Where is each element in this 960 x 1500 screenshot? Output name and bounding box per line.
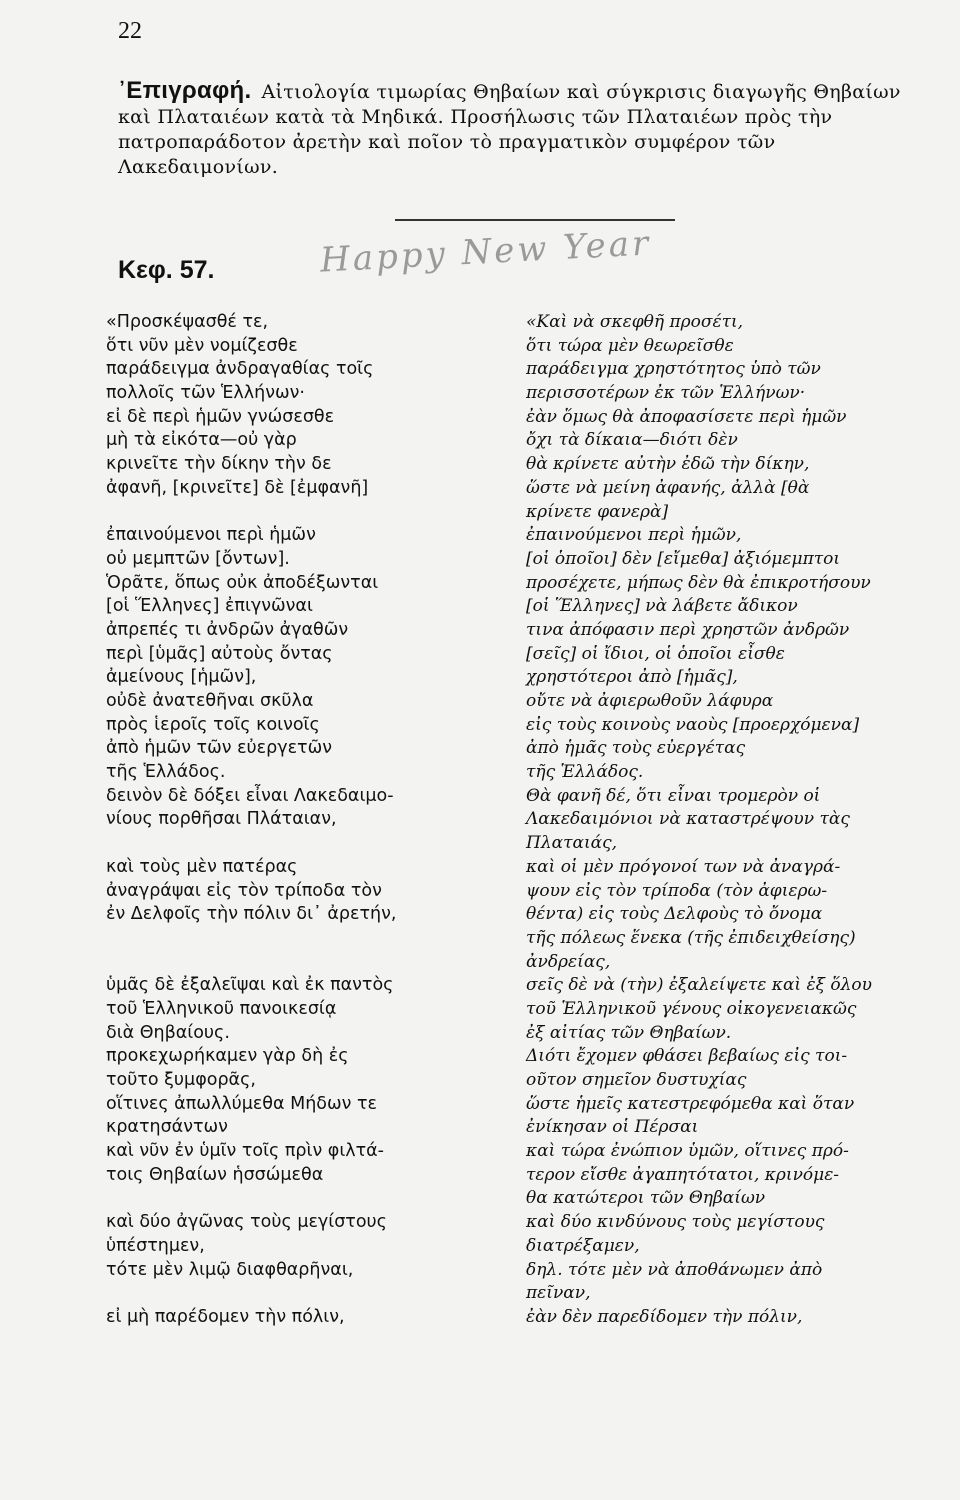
translation-text-line: ἀπὸ ἡμᾶς τοὺς εὐεργέτας (526, 738, 746, 759)
ancient-greek-column (106, 311, 506, 1330)
greek-text-line: τῆς Ἑλλάδος. (106, 762, 226, 783)
translation-text-line: τερον εἴσθε ἀγαπητότατοι, κρινόμε- (526, 1164, 840, 1185)
greek-text-line: πολλοῖς τῶν Ἑλλήνων· (106, 383, 305, 404)
greek-text-line: ἀμείνους [ἡμῶν], (106, 667, 257, 688)
translation-text-line: καὶ δύο κινδύνους τοὺς μεγίστους (526, 1212, 825, 1233)
greek-text-line: κρινεῖτε τὴν δίκην τὴν δε (106, 454, 332, 475)
translation-text-line: διατρέξαμεν, (526, 1235, 640, 1256)
greek-text-line: οὐ μεμπτῶν [ὄντων]. (106, 548, 290, 569)
greek-text-line (106, 927, 506, 951)
modern-greek-translation-column (526, 311, 946, 1330)
greek-text-line (106, 832, 506, 856)
handwritten-note: Happy New Year (319, 223, 653, 281)
greek-text-line (106, 501, 506, 525)
translation-text-line: σεῖς δὲ νὰ (τὴν) ἐξαλείψετε καὶ ἐξ ὅλου (526, 975, 872, 996)
greek-text-line: ὑμᾶς δὲ ἐξαλεῖψαι καὶ ἐκ παντὸς (106, 975, 394, 996)
translation-text-line: ὥστε νὰ μείνη ἀφανής, ἀλλὰ [θὰ (526, 477, 810, 498)
translation-text-line: Διότι ἔχομεν φθάσει βεβαίως εἰς τοι- (526, 1046, 848, 1067)
greek-text-line: δεινὸν δὲ δόξει εἶναι Λακεδαιμο- (106, 785, 394, 806)
translation-text-line: θέντα) εἰς τοὺς Δελφοὺς τὸ ὄνομα (526, 904, 823, 925)
greek-text-line: τοις Θηβαίων ἡσσώμεθα (106, 1164, 324, 1185)
greek-text-line: καὶ νῦν ἐν ὑμῖν τοῖς πρὶν φιλτά- (106, 1141, 385, 1162)
translation-text-line: τοῦ Ἑλληνικοῦ γένους οἰκογενειακῶς (526, 998, 857, 1019)
translation-text-line: ἐνίκησαν οἱ Πέρσαι (526, 1117, 699, 1138)
translation-text-line: [οἱ Ἕλληνες] νὰ λάβετε ἄδικον (526, 596, 798, 617)
translation-text-line: «Καὶ νὰ σκεφθῆ προσέτι, (526, 312, 744, 332)
translation-text-line: τινα ἀπόφασιν περὶ χρηστῶν ἀνδρῶν (526, 619, 850, 640)
page-number: 22 (118, 18, 142, 44)
greek-text-line: τότε μὲν λιμῷ διαφθαρῆναι, (106, 1259, 354, 1280)
chapter-heading: Κεφ. 57. (118, 256, 215, 284)
greek-text-line: ἀπὸ ἡμῶν τῶν εὐεργετῶν (106, 738, 333, 759)
greek-text-line: οὐδὲ ἀνατεθῆναι σκῦλα (106, 691, 314, 711)
translation-text-line: θα κατώτεροι τῶν Θηβαίων (526, 1188, 766, 1209)
translation-text-line: ἐὰν ὅμως θὰ ἀποφασίσετε περὶ ἡμῶν (526, 406, 847, 427)
translation-text-line: τῆς πόλεως ἕνεκα (τῆς ἐπιδειχθείσης) (526, 927, 856, 948)
translation-text-line: περισσοτέρων ἐκ τῶν Ἑλλήνων· (526, 383, 806, 404)
translation-text-line: [οἱ ὁποῖοι] δὲν [εἴμεθα] ἀξιόμεμπτοι (526, 548, 841, 569)
translation-text-line: κρίνετε φανερὰ] (526, 501, 669, 522)
translation-text-line: Λακεδαιμόνιοι νὰ καταστρέψουν τὰς (526, 809, 850, 830)
greek-text-line: ἀναγράψαι εἰς τὸν τρίποδα τὸν (106, 880, 382, 901)
greek-text-line: κρατησάντων (106, 1117, 228, 1138)
translation-text-line: πεῖναν, (526, 1283, 591, 1304)
translation-text-line: Θὰ φανῆ δέ, ὅτι εἶναι τρομερὸν οἱ (526, 785, 821, 806)
translation-text-line: ψουν εἰς τὸν τρίποδα (τὸν ἀφιερω- (526, 880, 828, 901)
greek-text-line: ὑπέστημεν, (106, 1235, 205, 1256)
greek-text-line (106, 1187, 506, 1211)
translation-text-line: ὥστε ἡμεῖς κατεστρεφόμεθα καὶ ὅταν (526, 1093, 855, 1114)
greek-text-line: ἀφανῆ, [κρινεῖτε] δὲ [ἐμφανῆ] (106, 477, 369, 498)
translation-text-line: [σεῖς] οἱ ἴδιοι, οἱ ὁποῖοι εἶσθε (526, 643, 785, 664)
translation-text-line: ὅτι τώρα μὲν θεωρεῖσθε (526, 335, 734, 356)
translation-text-line: τῆς Ἑλλάδος. (526, 762, 644, 783)
greek-text-line: Ὁρᾶτε, ὅπως οὐκ ἀποδέξωνται (106, 572, 379, 593)
greek-text-line: τοῦτο ξυμφορᾶς, (106, 1070, 256, 1090)
greek-text-line (106, 951, 506, 975)
greek-text-line: ἐπαινούμενοι περὶ ἡμῶν (106, 525, 316, 546)
epigraph-text: Αἰτιολογία τιμωρίας Θηβαίων καὶ σύγκρισις διαγωγῆς Θηβαίων καὶ Πλαταιέων κατὰ τὰ Μηδικά. Προσήλωσις τῶν Πλαταιέων πρὸς τὴν πατροπαράδοτον ἀρετὴν καὶ ποῖον τὸ πραγματικὸν συμφέρον τῶν Λακεδαιμονίων. (118, 81, 901, 178)
translation-text-line: ἐπαινούμενοι περὶ ἡμῶν, (526, 525, 742, 546)
epigraph-label: ᾿Επιγραφή. (118, 77, 252, 104)
greek-text-line: καὶ τοὺς μὲν πατέρας (106, 856, 298, 877)
translation-text-line: εἰς τοὺς κοινοὺς ναοὺς [προερχόμενα] (526, 714, 860, 735)
greek-text-line: ἐν Δελφοῖς τὴν πόλιν δι᾿ ἀρετήν, (106, 904, 397, 925)
greek-text-line: «Προσκέψασθέ τε, (106, 312, 269, 332)
greek-text-line: μὴ τὰ εἰκότα—οὐ γὰρ (106, 430, 297, 451)
greek-text-line: προκεχωρήκαμεν γὰρ δὴ ἐς (106, 1046, 349, 1067)
translation-text-line: χρηστότεροι ἀπὸ [ἡμᾶς], (526, 667, 738, 688)
greek-text-line: εἰ δὲ περὶ ἡμῶν γνώσεσθε (106, 406, 335, 427)
translation-text-line: θὰ κρίνετε αὐτὴν ἐδῶ τὴν δίκην, (526, 454, 810, 475)
greek-text-line: εἰ μὴ παρέδομεν τὴν πόλιν, (106, 1306, 345, 1327)
greek-text-line: παράδειγμα ἀνδραγαθίας τοῖς (106, 359, 374, 380)
translation-text-line: καὶ οἱ μὲν πρόγονοί των νὰ ἀναγρά- (526, 856, 841, 877)
translation-text-line: ἐὰν δὲν παρεδίδομεν τὴν πόλιν, (526, 1306, 803, 1327)
greek-text-line: οἵτινες ἀπωλλύμεθα Μήδων τε (106, 1093, 378, 1114)
greek-text-line: [οἱ Ἕλληνες] ἐπιγνῶναι (106, 596, 313, 617)
greek-text-line: πρὸς ἱεροῖς τοῖς κοινοῖς (106, 714, 320, 735)
translation-text-line: καὶ τώρα ἐνώπιον ὑμῶν, οἵτινες πρό- (526, 1141, 849, 1162)
greek-text-line (106, 1282, 506, 1306)
epigraph (118, 78, 918, 180)
greek-text-line: καὶ δύο ἀγῶνας τοὺς μεγίστους (106, 1212, 387, 1233)
greek-text-line: ὅτι νῦν μὲν νομίζεσθε (106, 335, 298, 356)
translation-text-line: ὄχι τὰ δίκαια—διότι δὲν (526, 430, 738, 451)
translation-text-line: Πλαταιάς, (526, 833, 618, 854)
greek-text-line: νίους πορθῆσαι Πλάταιαν, (106, 809, 337, 830)
greek-text-line: διὰ Θηβαίους. (106, 1022, 230, 1043)
translation-text-line: ἐξ αἰτίας τῶν Θηβαίων. (526, 1022, 732, 1043)
greek-text-line: τοῦ Ἑλληνικοῦ πανοικεσίᾳ (106, 998, 337, 1019)
translation-text-line: δηλ. τότε μὲν νὰ ἀποθάνωμεν ἀπὸ (526, 1259, 823, 1280)
translation-text-line: οῦτον σημεῖον δυστυχίας (526, 1070, 747, 1090)
translation-text-line: οὔτε νὰ ἀφιερωθοῦν λάφυρα (526, 691, 774, 711)
translation-text-line: παράδειγμα χρηστότητος ὑπὸ τῶν (526, 359, 821, 380)
greek-text-line: περὶ [ὑμᾶς] αὐτοὺς ὄντας (106, 643, 333, 664)
translation-text-line: προσέχετε, μήπως δὲν θὰ ἐπικροτήσουν (526, 572, 871, 593)
greek-text-line: ἀπρεπές τι ἀνδρῶν ἀγαθῶν (106, 619, 349, 640)
translation-text-line: ἀνδρείας, (526, 951, 611, 972)
divider-rule (395, 219, 675, 221)
